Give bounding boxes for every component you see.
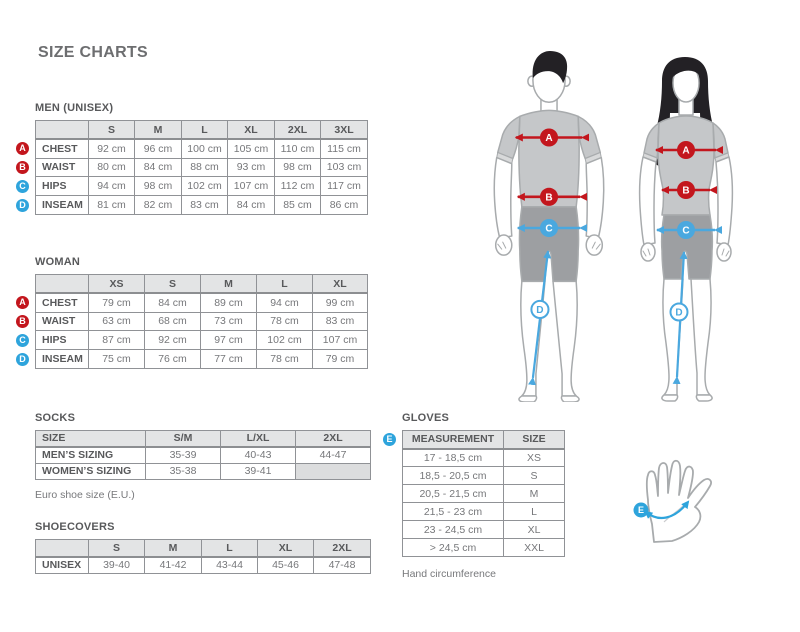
male-inseam-marker-label: D [536, 304, 544, 316]
male-shorts [519, 207, 578, 281]
row-label: WAIST [36, 158, 89, 177]
size-cell: 93 cm [228, 158, 275, 177]
table-row [36, 463, 371, 479]
woman-table-wrap [19, 274, 368, 369]
male-foot-left [519, 396, 537, 402]
page-title: SIZE CHARTS [38, 44, 148, 61]
size-cell: 110 cm [275, 139, 321, 158]
column-header: M [145, 540, 202, 557]
size-cell: 18,5 - 20,5 cm [403, 467, 504, 485]
men-section-label: MEN (UNISEX) [35, 102, 114, 114]
table-row [36, 177, 368, 196]
woman-section [19, 256, 368, 369]
table-row [36, 196, 368, 215]
column-header: XL [258, 540, 314, 557]
measure-marker-b: B [16, 315, 29, 328]
size-cell: 107 cm [228, 177, 275, 196]
female-arm-right [716, 157, 732, 245]
column-header: 2XL [296, 431, 371, 447]
gloves-size-table [402, 430, 565, 557]
column-header: M [201, 275, 257, 294]
size-cell: 96 cm [135, 139, 182, 158]
row-label: HIPS [36, 177, 89, 196]
size-cell: 35-38 [146, 463, 221, 479]
column-header: L [257, 275, 313, 294]
shoecovers-table-wrap [35, 539, 371, 574]
size-cell: 85 cm [275, 196, 321, 215]
table-row [36, 139, 368, 158]
size-cell: 45-46 [258, 557, 314, 574]
measure-marker-a: A [16, 296, 29, 309]
size-cell: 23 - 24,5 cm [403, 521, 504, 539]
socks-section-label: SOCKS [35, 412, 76, 424]
men-table-wrap [19, 120, 368, 215]
table-row [36, 447, 371, 463]
column-header [36, 540, 89, 557]
table-row [36, 312, 368, 331]
female-inseam-marker-label: D [675, 307, 683, 319]
size-cell: 81 cm [89, 196, 135, 215]
table-row [36, 293, 368, 312]
size-cell [296, 463, 371, 479]
shoecovers-section [35, 521, 371, 574]
column-header: L/XL [221, 431, 296, 447]
size-cell: 63 cm [89, 312, 145, 331]
female-chest-marker-label: A [682, 145, 690, 157]
size-cell: 39-40 [89, 557, 145, 574]
woman-section-label: WOMAN [35, 256, 80, 268]
size-cell: 79 cm [313, 350, 368, 369]
size-cell: 40-43 [221, 447, 296, 463]
column-header: S [89, 540, 145, 557]
size-cell: 99 cm [313, 293, 368, 312]
socks-size-table [35, 430, 371, 480]
size-cell: 44-47 [296, 447, 371, 463]
row-label: INSEAM [36, 196, 89, 215]
column-header: XL [313, 275, 368, 294]
male-hips-marker-label: C [545, 223, 553, 235]
size-cell: 39-41 [221, 463, 296, 479]
size-cell: 41-42 [145, 557, 202, 574]
size-cell: 115 cm [321, 139, 368, 158]
socks-section [35, 412, 371, 501]
table-row [36, 350, 368, 369]
size-cell: 117 cm [321, 177, 368, 196]
size-cell: 88 cm [182, 158, 228, 177]
hand-marker-label: E [637, 505, 645, 516]
size-cell: 76 cm [145, 350, 201, 369]
table-row [36, 557, 371, 574]
table-row [403, 503, 565, 521]
size-cell: 86 cm [321, 196, 368, 215]
male-arm-right [586, 158, 603, 238]
measure-marker-a: A [16, 142, 29, 155]
row-label: WAIST [36, 312, 89, 331]
size-cell: 83 cm [313, 312, 368, 331]
shoecovers-size-table [35, 539, 371, 574]
column-header: L [202, 540, 258, 557]
size-cell: M [504, 485, 565, 503]
male-chest-marker-label: A [545, 133, 553, 145]
column-header: XS [89, 275, 145, 294]
size-cell: S [504, 467, 565, 485]
size-cell: 87 cm [89, 331, 145, 350]
size-cell: 78 cm [257, 312, 313, 331]
column-header: S [89, 121, 135, 140]
size-cell: 35-39 [146, 447, 221, 463]
column-header: XL [228, 121, 275, 140]
female-foot-right [696, 395, 712, 401]
woman-size-table [35, 274, 368, 369]
gloves-footnote: Hand circumference [402, 568, 496, 580]
male-arm-left [494, 158, 511, 238]
male-foot-right [561, 396, 579, 402]
size-cell: 102 cm [182, 177, 228, 196]
measure-marker-c: C [16, 180, 29, 193]
size-cell: 17 - 18,5 cm [403, 449, 504, 467]
size-cell: XS [504, 449, 565, 467]
column-header: 3XL [321, 121, 368, 140]
column-header: 2XL [314, 540, 371, 557]
female-waist-marker-label: B [682, 185, 690, 197]
men-size-table [35, 120, 368, 215]
row-label: UNISEX [36, 557, 89, 574]
size-cell: 79 cm [89, 293, 145, 312]
row-label: INSEAM [36, 350, 89, 369]
size-cell: 20,5 - 21,5 cm [403, 485, 504, 503]
male-leg-right [553, 281, 577, 396]
table-row [403, 485, 565, 503]
size-cell: 21,5 - 23 cm [403, 503, 504, 521]
size-cell: 103 cm [321, 158, 368, 177]
size-cell: 84 cm [135, 158, 182, 177]
measure-marker-d: D [16, 199, 29, 212]
hand-diagram [630, 450, 730, 548]
size-cell: 82 cm [135, 196, 182, 215]
size-cell: 100 cm [182, 139, 228, 158]
size-cell: 112 cm [275, 177, 321, 196]
size-cell: 94 cm [257, 293, 313, 312]
row-label: WOMEN’S SIZING [36, 463, 146, 479]
male-body-diagram [481, 50, 617, 402]
size-cell: XXL [504, 539, 565, 557]
size-cell: 73 cm [201, 312, 257, 331]
size-cell: 98 cm [135, 177, 182, 196]
column-header [36, 121, 89, 140]
row-label: HIPS [36, 331, 89, 350]
size-cell: 75 cm [89, 350, 145, 369]
socks-footnote: Euro shoe size (E.U.) [35, 489, 135, 502]
size-cell: 47-48 [314, 557, 371, 574]
gloves-section [386, 412, 565, 580]
size-cell: 105 cm [228, 139, 275, 158]
table-row [403, 449, 565, 467]
table-row [403, 539, 565, 557]
hand-outline [647, 461, 711, 542]
size-cell: 102 cm [257, 331, 313, 350]
size-cell: 78 cm [257, 350, 313, 369]
measure-marker-b: B [16, 161, 29, 174]
size-cell: 89 cm [201, 293, 257, 312]
female-top-torso [658, 116, 714, 215]
socks-table-wrap [35, 430, 371, 480]
female-top-sleeve-left [644, 123, 659, 158]
row-label: CHEST [36, 293, 89, 312]
female-top-sleeve-right [713, 123, 728, 158]
female-arm-left [640, 157, 656, 245]
male-waist-marker-label: B [545, 192, 553, 204]
column-header: 2XL [275, 121, 321, 140]
column-header: S/M [146, 431, 221, 447]
size-cell: 107 cm [313, 331, 368, 350]
size-cell: > 24,5 cm [403, 539, 504, 557]
column-header: S [145, 275, 201, 294]
measure-marker-e: E [383, 433, 396, 446]
measure-marker-d: D [16, 353, 29, 366]
column-header: M [135, 121, 182, 140]
gloves-table-wrap [386, 430, 565, 557]
column-header: MEASUREMENT [403, 431, 504, 449]
size-cell: 97 cm [201, 331, 257, 350]
size-cell: 98 cm [275, 158, 321, 177]
size-cell: 68 cm [145, 312, 201, 331]
table-row [36, 158, 368, 177]
female-leg-right [691, 279, 711, 395]
size-cell: 80 cm [89, 158, 135, 177]
column-header: SIZE [504, 431, 565, 449]
measure-marker-c: C [16, 334, 29, 347]
size-cell: 94 cm [89, 177, 135, 196]
female-body-diagram [628, 55, 742, 405]
row-label: CHEST [36, 139, 89, 158]
size-cell: L [504, 503, 565, 521]
table-row [403, 467, 565, 485]
female-hips-marker-label: C [682, 225, 690, 237]
row-label: MEN’S SIZING [36, 447, 146, 463]
size-cell: 92 cm [145, 331, 201, 350]
size-cell: 84 cm [228, 196, 275, 215]
female-foot-left [662, 395, 678, 401]
column-header [36, 275, 89, 294]
gloves-section-label: GLOVES [402, 412, 450, 424]
table-row [403, 521, 565, 539]
size-cell: 83 cm [182, 196, 228, 215]
column-header: L [182, 121, 228, 140]
size-cell: 84 cm [145, 293, 201, 312]
table-row [36, 331, 368, 350]
size-cell: XL [504, 521, 565, 539]
men-section [19, 102, 368, 215]
shoecovers-section-label: SHOECOVERS [35, 521, 115, 533]
size-cell: 77 cm [201, 350, 257, 369]
size-cell: 92 cm [89, 139, 135, 158]
size-cell: 43-44 [202, 557, 258, 574]
column-header: SIZE [36, 431, 146, 447]
